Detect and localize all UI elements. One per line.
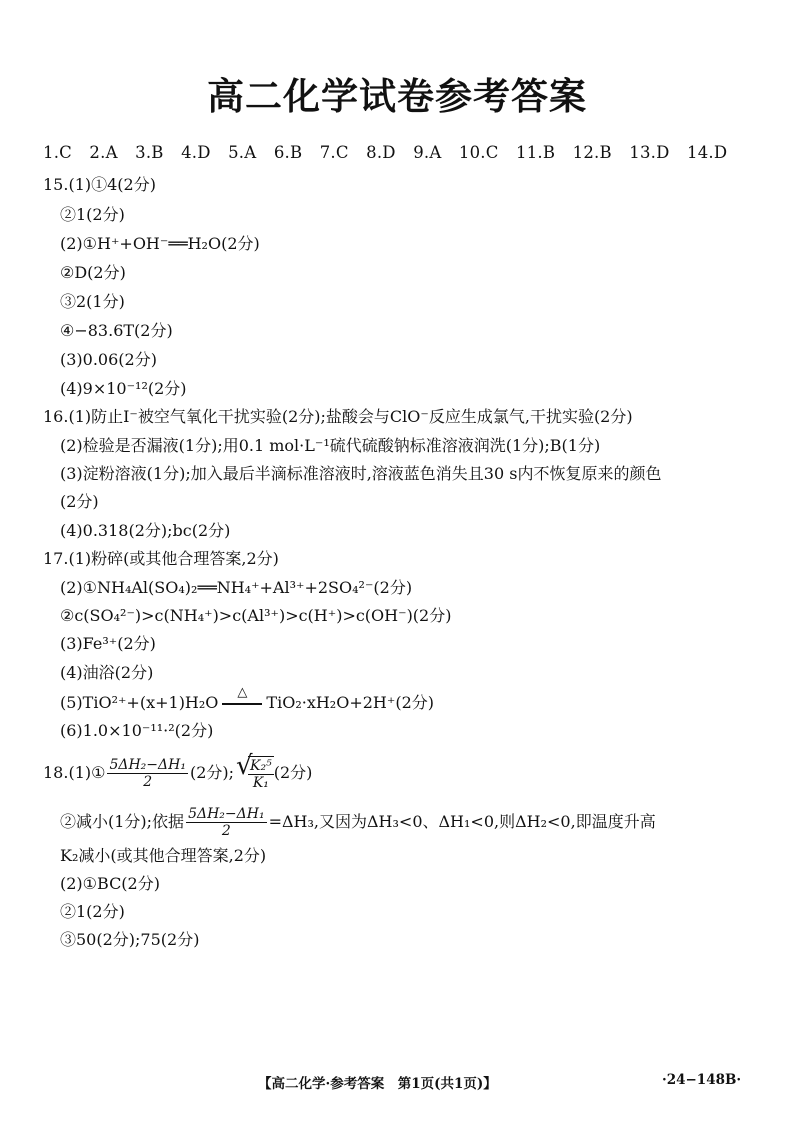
q18-line: ②1(2分): [60, 902, 125, 921]
fraction-numerator: 5ΔH₂−ΔH₁: [109, 757, 186, 773]
multiple-choice-answers: [43, 143, 763, 162]
q17-line: (2)①NH₄Al(SO₄)₂══NH₄⁺+Al³⁺+2SO₄²⁻(2分): [60, 578, 413, 597]
square-root: √ $\frac{\text{K₂⁵}}{\text{K₁}}$: [236, 751, 272, 792]
q18-line: (2)①BC(2分): [60, 874, 160, 893]
q18-line: ③50(2分);75(2分): [60, 930, 200, 949]
q17-line: (3)Fe³⁺(2分): [60, 634, 156, 653]
mc-answer: 8.D: [366, 143, 396, 162]
q17-line: 17.(1)粉碎(或其他合理答案,2分): [43, 549, 279, 568]
mc-answer: 1.C: [43, 143, 72, 162]
mc-answer: 5.A: [228, 143, 257, 162]
q16-line: (2)检验是否漏液(1分);用0.1 mol·L⁻¹硫代硫酸钠标准溶液润洗(1分);B(1分): [60, 436, 601, 455]
q15-line: ②1(2分): [60, 205, 125, 224]
q16-line: (2分): [60, 492, 99, 511]
q17-reaction-line: [60, 684, 434, 712]
q15-line: 15.(1)①4(2分): [43, 175, 156, 194]
q15-line: (3)0.06(2分): [60, 350, 157, 369]
q15-line: ④−83.6T(2分): [60, 321, 173, 340]
q18-text: =ΔH₃,又因为ΔH₃<0、ΔH₁<0,则ΔH₂<0,即温度升高: [268, 812, 656, 832]
q18-prefix: 18.(1)①: [43, 763, 106, 783]
mc-answer: 9.A: [413, 143, 442, 162]
mc-answer: 12.B: [572, 143, 612, 162]
sqrt-denominator: K₁: [252, 775, 269, 792]
mc-answer: 6.B: [273, 143, 303, 162]
fraction-denominator: 2: [221, 823, 231, 840]
mc-answer: 7.C: [319, 143, 349, 162]
q18-score: (2分);: [189, 763, 235, 783]
mc-answer: 10.C: [458, 143, 499, 162]
q18-text: ②减小(1分);依据: [60, 812, 185, 832]
heat-arrow-icon: [220, 684, 264, 711]
q17-line: (4)油浴(2分): [60, 663, 154, 682]
q15-line: (2)①H⁺+OH⁻══H₂O(2分): [60, 234, 260, 253]
q16-line: 16.(1)防止I⁻被空气氧化干扰实验(2分);盐酸会与ClO⁻反应生成氯气,干扰实验(2分): [43, 407, 633, 426]
q15-line: (4)9×10⁻¹²(2分): [60, 379, 187, 398]
mc-answer: 2.A: [89, 143, 118, 162]
document-code: ·24−148B·: [662, 1072, 742, 1088]
q15-line: ③2(1分): [60, 292, 125, 311]
q17-line: (6)1.0×10⁻¹¹·²(2分): [60, 721, 214, 740]
fraction: [107, 757, 188, 790]
q17-reaction-right: TiO₂·xH₂O+2H⁺(2分): [266, 693, 434, 712]
q15-line: ②D(2分): [60, 263, 126, 282]
q17-reaction-left: (5)TiO²⁺+(x+1)H₂O: [60, 693, 219, 712]
q16-line: (4)0.318(2分);bc(2分): [60, 521, 231, 540]
fraction-denominator: 2: [143, 774, 153, 791]
mc-answer: 4.D: [181, 143, 211, 162]
heat-triangle: △: [237, 684, 248, 700]
q18-line-1: [43, 751, 313, 792]
q17-line: ②c(SO₄²⁻)>c(NH₄⁺)>c(Al³⁺)>c(H⁺)>c(OH⁻)(2分): [60, 606, 452, 625]
q18-line-2: [60, 806, 656, 839]
page-title: 高二化学试卷参考答案: [207, 74, 587, 118]
mc-answer: 3.B: [135, 143, 164, 162]
q18-score: (2分): [273, 763, 313, 783]
q18-line: K₂减小(或其他合理答案,2分): [60, 846, 267, 865]
page-footer: 【高二化学·参考答案 第1页(共1页)】: [258, 1076, 497, 1092]
sqrt-numerator: K₂⁵: [250, 758, 272, 774]
mc-answer: 11.B: [516, 143, 556, 162]
mc-answer: 14.D: [687, 143, 728, 162]
q16-line: (3)淀粉溶液(1分);加入最后半滴标准溶液时,溶液蓝色消失且30 s内不恢复原来的颜色: [60, 464, 662, 483]
fraction-numerator: 5ΔH₂−ΔH₁: [188, 806, 265, 822]
fraction: [186, 806, 267, 839]
mc-answer: 13.D: [629, 143, 670, 162]
